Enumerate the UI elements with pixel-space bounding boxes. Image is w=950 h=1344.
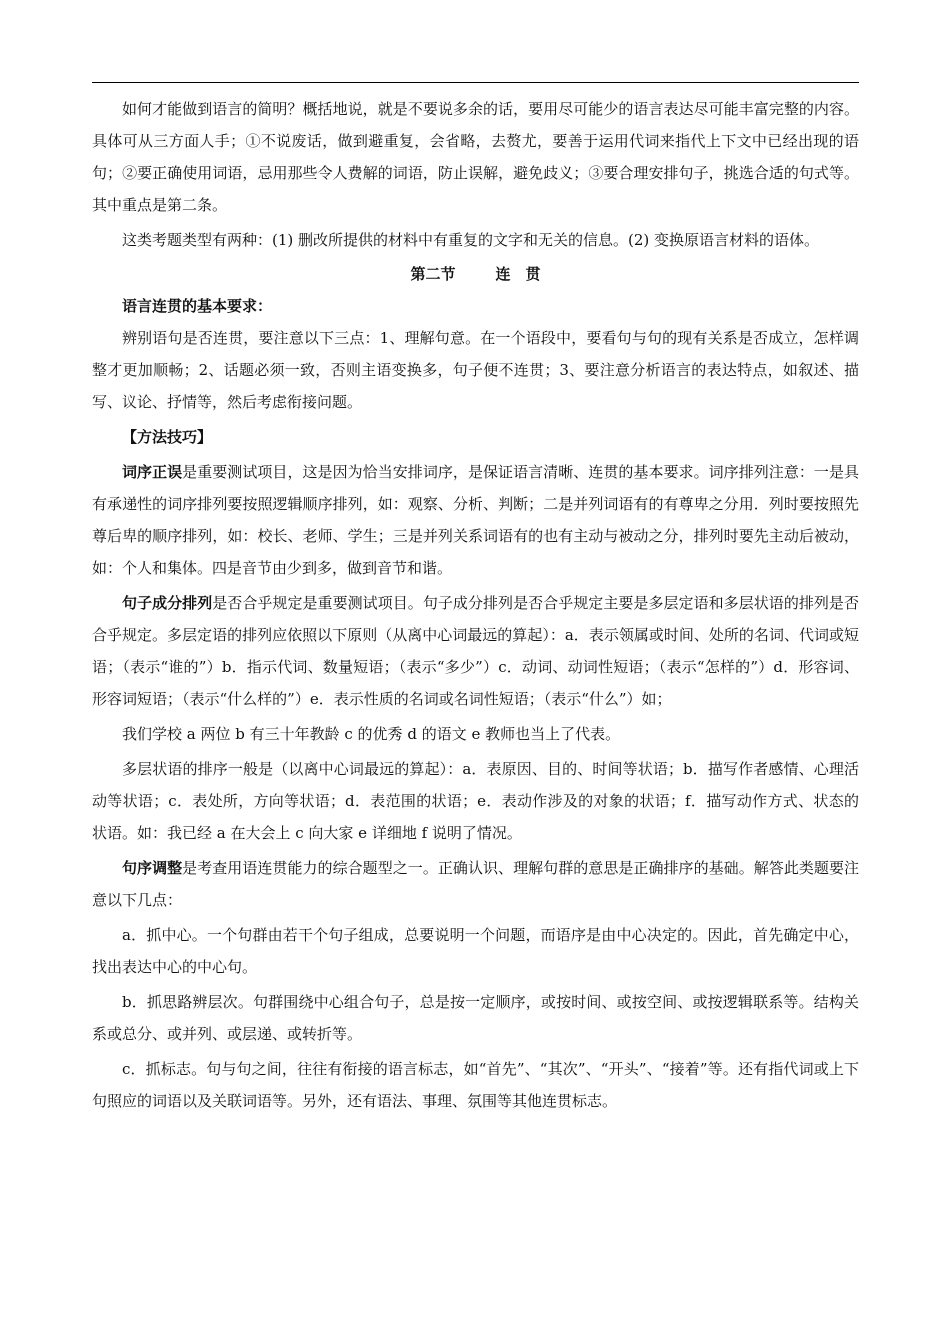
word-order-text: 是重要测试项目，这是因为恰当安排词序，是保证语言清晰、连贯的基本要求。词序排列注意：一是具有承递性的词序排列要按照逻辑顺序排列，如：观察、分析、判断；二是并列词语有的有尊卑之分用．列时要按照先尊后卑的顺序排列，如：校长、老师、学生；三是并列关系词语有的也有主动与被动之分，排列时要先主动后被动，如：个人和集体。四是音节由少到多，做到音节和谐。 bbox=[92, 463, 859, 577]
method-heading: 【方法技巧】 bbox=[122, 428, 213, 446]
question-types-paragraph: 这类考题类型有两种：(1) 删改所提供的材料中有重复的文字和无关的信息。(2) 变换原语言材料的语体。 bbox=[122, 231, 820, 249]
document-body bbox=[92, 93, 859, 1117]
section-number: 第二节 bbox=[410, 265, 456, 283]
concise-paragraph: 如何才能做到语言的简明？概括地说，就是不要说多余的话，要用尽可能少的语言表达尽可能丰富完整的内容。具体可从三方面人手；①不说废话，做到避重复，会省略，去赘尤，要善于运用代词来指代上下文中已经出现的语句；②要正确使用词语，忌用那些令人费解的词语，防止误解，避免歧义；③要合理安排句子，挑选合适的句式等。其中重点是第二条。 bbox=[92, 100, 859, 214]
component-paragraph bbox=[92, 587, 859, 715]
requirements-paragraph: 辨别语句是否连贯，要注意以下三点：1、理解句意。在一个语段中，要看句与句的现有关系是否成立，怎样调整才更加顺畅；2、话题必须一致，否则主语变换多，句子便不连贯；3、要注意分析语言的表达特点，如叙述、描写、议论、抒情等，然后考虑衔接问题。 bbox=[92, 329, 859, 411]
point-b: b．抓思路辨层次。句群围绕中心组合句子，总是按一定顺序，或按时间、或按空间、或按逻辑联系等。结构关系或总分、或并列、或层递、或转折等。 bbox=[92, 993, 859, 1043]
example-sentence: 我们学校 a 两位 b 有三十年教龄 c 的优秀 d 的语文 e 教师也当上了代表。 bbox=[122, 725, 621, 743]
requirements-heading: 语言连贯的基本要求： bbox=[122, 297, 273, 315]
point-c: c．抓标志。句与句之间，往往有衔接的语言标志，如“首先”、“其次”、“开头”、“接着”等。还有指代词或上下句照应的词语以及关联词语等。另外，还有语法、事理、氛围等其他连贯标志。 bbox=[92, 1060, 859, 1110]
point-a: a．抓中心。一个句群由若干个句子组成，总要说明一个问题，而语序是由中心决定的。因此，首先确定中心，找出表达中心的中心句。 bbox=[92, 926, 859, 976]
component-term: 句子成分排列 bbox=[122, 594, 213, 612]
sentence-order-text: 是考查用语连贯能力的综合题型之一。正确认识、理解句群的意思是正确排序的基础。解答此类题要注意以下几点： bbox=[92, 859, 859, 909]
section-name: 连 贯 bbox=[495, 265, 541, 283]
sentence-order-paragraph bbox=[92, 852, 859, 916]
adverbial-paragraph: 多层状语的排序一般是（以离中心词最远的算起）：a．表原因、目的、时间等状语；b．描写作者感情、心理活动等状语；c．表处所，方向等状语；d．表范围的状语；e．表动作涉及的对象的状语；f．描写动作方式、状态的状语。如：我已经 a 在大会上 c 向大家 e 详细地 f 说明了情况。 bbox=[92, 760, 859, 842]
component-text: 是否合乎规定是重要测试项目。句子成分排列是否合乎规定主要是多层定语和多层状语的排列是否合乎规定。多层定语的排列应依照以下原则（从离中心词最远的算起）：a．表示领属或时间、处所的名词、代词或短语；（表示“谁的”）b．指示代词、数量短语；（表示“多少”）c．动词、动词性短语；（表示“怎样的”）d．形容词、形容词短语；（表示“什么样的”）e．表示性质的名词或名词性短语；（表示“什么”）如； bbox=[92, 594, 859, 708]
sentence-order-term: 句序调整 bbox=[122, 859, 183, 877]
header-rule bbox=[92, 82, 859, 83]
word-order-term: 词序正误 bbox=[122, 463, 183, 481]
word-order-paragraph bbox=[92, 456, 859, 584]
section-title bbox=[92, 258, 859, 290]
